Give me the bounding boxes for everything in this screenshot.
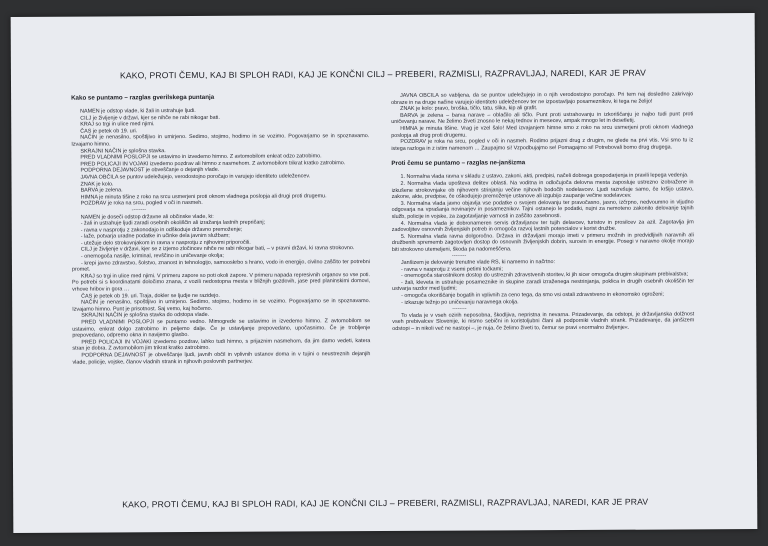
right-column — [391, 91, 695, 493]
paragraph: PRED POLICAJI IN VOJAKI izvedemo pozdrav ali himno z nasmehom. Z avtomobilom trikrat kratko zatrobimo. — [80, 159, 346, 168]
paragraph: - ravna v nasprotju z zakonodajo in odškoduje državno premoženje; — [80, 226, 243, 234]
paragraph: BARVA je zelena – barva narave – oblačilo ali tičlo. Punt proti ustrahovanju in izkoriščanju je najbo tudi punt proti uničevanju narave. Ne želimo živeti znosno le nekaj tednov in mesecev, ampak mnogo let in desetletij. — [391, 111, 694, 126]
paragraph: PRED VLADNIMI POSLOPJI se puntamo vedno. Mimogrede se ustavimo in izvedemo himno. Z avtomobilom se ustavimo, enkrat dolgo zatrobimo in peljemo dalje. Če je ustavljanje prepovedano, upočasnimo. Če je trobljenje prepovedano, odpremo okna in navijemo glasbo. — [72, 318, 371, 339]
paragraph: PODPORNA DEJAVNOST je obveščanje ljudi, javnih občil in vplivnih ustanov doma in v tujini o neustreznih dejanjih vlade, policije, vojske, članov vladnih strank in njihovih poslovnih partnerjev. — [72, 351, 371, 366]
paragraph: - onemogoča nasilje, kriminal, revščino in uničevanje okolja; — [80, 252, 224, 260]
right-section-title: Proti čemu se puntamo – razglas ne-janšizma — [391, 159, 526, 168]
paragraph: HIMNA je minuta tišine. Vrag je vzel šalo! Med izvajanjem himne smo z roko na srcu usmerjeni proti oknom vladnega poslopja ali drug proti drugemu. — [391, 124, 694, 139]
paragraph: POZDRAV je roka na srcu, pogled v oči in nasmeh. — [80, 200, 203, 207]
paragraph: SKRAJNI NAČIN je splošna stavka do odstopa vlade. — [81, 312, 210, 319]
paragraph: - krepi javno zdravstvo, šolstvo, znanost in tehnologijo, samooskrbo s hrano, vodo in energijo, civilno zaščito ter potrebni promet. — [71, 258, 370, 273]
paragraph: ZNAK je kolo: pravo, broška, tičlo, tatu, slika, kip ali grafit. — [400, 105, 538, 113]
paragraph: - omogoča okoriščanje bogatih in vplivnih za ceno tega, da smo vsi ostali zdravstveno in ekonomsko ogroženi; — [401, 291, 664, 299]
left-section-title: Kako se puntamo – razglas gverilskega puntanja — [71, 93, 215, 102]
paragraph: SKRAJNI NAČIN je splošna stavka. — [80, 147, 166, 155]
paragraph: - ravna v nasprotju z vsemi petimi točkami; — [400, 266, 503, 273]
paragraph: - žali, kleveta in ustrahuje posameznike in skupine zaradi izraženega nestrinjanja, poklica in drugih osebnih okoliščin ter ustvarja razdor med ljudmi; — [392, 278, 695, 293]
leaflet-sheet — [11, 13, 758, 533]
paragraph: 5. Normalna vlada ravna dolgoročno. Država in državljani morajo imeti v primeru možnih in predvidljivih naravnih ali družbenih sprememb zagotovljen dostop do osnovnih življenjskih dobrin, surovin in energije. Posegi v naravno okolje morajo biti strokovno utemeljeni, škoda pa nadomeščena. — [391, 232, 694, 253]
paragraph: NAČIN je nenasilno, spoštljivo in umirjeno. Sedimo, stojimo, hodimo in se vozimo. Pogovarjamo se in spoznavamo. Izvajamo himno. Punt je prisotnost. Saj vemo, kaj hočemo. — [72, 298, 371, 313]
paragraph: 2. Normalna vlada upošteva delitev oblasti. Na voditna in odločujoča delovna mesta zaposluje ustrezno izobražene in izkušene strokovnjake ob njihovem strinjanju večine njihovih bodočih sodelavcev. Ljudi razrešuje samo, če kršijo ustavo, zakone, akte, predpise, če oškodujejo premoženje ustanove ali izgubijo zaupanje večine sodelavcev. — [391, 179, 694, 201]
paragraph: 1. Normalna vlada ravna v skladu z ustavo, zakoni, akti, predpisi, načeli dobrega gospodarjenja in pravili lepega vedenja. — [400, 172, 689, 181]
paragraph: Janšizem je delovanje trenutne vlade RS, ki namerno in načrtno: — [400, 259, 555, 266]
paragraph: BARVA je zelena. — [80, 187, 123, 194]
paragraph: - žali in ustrahuje ljudi zaradi osebnih okoliščin ali izražanja lastnih prepričanj; — [80, 219, 266, 227]
paragraph: To vlada je v vseh ozirih neposobna, škodljiva, nepristna in nevarna. Prizadevanje, da odstopi, je državljanska dolžnost vseh prebivalcev Slovenije, ki nismo sebični in koristoljubni člani ali podporniki vladnih strank. Prizadevanje, da janšizem odstopi – in nikoli več ne nastopi –, je nuja, če želimo živeti to, čemur se pravi »normalno življenje«. — [392, 311, 695, 332]
paragraph: NAMEN je odstop vlade, ki žali in ustrahuje ljudi. — [80, 107, 196, 115]
paragraph: - laže, potvarja uradne podatke in učinke dela javnim službam; — [80, 233, 230, 240]
paragraph: KRAJ so trgi in ulice med njimi. — [80, 121, 155, 128]
paragraph: JAVNA OBČILA se puntov udeležujejo, verodostojno poročajo in varujejo identiteto udeležencev. — [80, 173, 311, 181]
paragraph: CILJ je življenje v državi, kjer se nihče ne rabi nikogar bati. — [80, 114, 220, 122]
paragraph: - utežuje delo strokovnjakom in ravna v nasprotju z njihovimi priporočili. — [80, 239, 251, 247]
left-column — [71, 93, 371, 495]
paragraph: PRED VLADNIMI POSLOPJI se ustavimo in izvedemo himno. Z avtomobilom enkrat odzo zatrobimo. — [80, 153, 322, 161]
paragraph: -------- — [452, 305, 467, 312]
paragraph: PODPORNA DEJAVNOST je obveščanje o dejanjih vlade. — [80, 167, 220, 174]
paragraph: NAČIN je nenasilno, spoštljivo in umirjeno. Sedimo, stojimo, hodimo in se vozimo. Pogovarjamo se in spoznavamo. Izvajamo himno. — [71, 133, 370, 148]
paragraph: NAMEN je doseči odstop državne ali občinske vlade, ki: — [80, 213, 214, 221]
paragraph: POZDRAV je roka na srcu, pogled v oči in nasmeh. Rodimo prijazni drug z drugim, ne glede na prvi vtis. Vsi smo tu iz istega razloga in z istim namenom … Zaupajmo si! Vzpodbujajmo se! Pomagajmo si! Potrebovali bomo drug drugega. — [391, 137, 694, 152]
paragraph: CILJ je življenje v državi, kjer se z izjemo zločincev nihče ne rabi nikogar bati, – v pravni državi, ki ravna strokovno. — [80, 245, 355, 254]
paragraph: ČAS je petek ob 19. uri. Traja, dokler se ljudje ne razidejo. — [81, 292, 220, 300]
top-headline: KAKO, PROTI ČEMU, KAJ BI SPLOH RADI, KAJ JE KONČNI CILJ – PREBERI, RAZMISLI, RAZPRAVLJAJ, NAREDI, KAR JE PRAV — [119, 67, 646, 81]
paragraph: - izkazuje težnjo po uničevanju naravnega okolja. — [401, 298, 519, 306]
paragraph: - onemogoča starostnikom dostop do ustreznih zdravstvenih storitev, ki jih sicer omogoča drugim skupinam prebivalstva; — [401, 271, 688, 280]
paragraph: HIMNA je minuta tišine z roko na srcu usmerjeni proti oknom vladnega poslopja ali drugi proti drugemu. — [80, 193, 327, 201]
right-intro-paragraphs — [391, 91, 693, 152]
paragraph: -------- — [131, 207, 147, 214]
paragraph: ZNAK je kolo. — [80, 180, 114, 188]
paragraph: KRAJ so trgi in ulice med njimi. V primeru zapore so poti okoli zapore. V primeru napada represivnih organov so vse poti. Po potrebi si s koordinatami določimo znana, z vozili nedostopna mesta v bližnjih gozdovih, jase pred planinskimi domovi, vrhove hribov in gora … — [72, 271, 371, 293]
paragraph: ČAS je petek ob 19. uri. — [80, 128, 138, 135]
paragraph: -------- — [451, 253, 467, 260]
bottom-headline: KAKO, PROTI ČEMU, KAJ BI SPLOH RADI, KAJ JE KONČNI CILJ – PREBERI, RAZMISLI, RAZPRAVLJAJ, NAREDI, KAR JE PRAV — [122, 496, 649, 510]
paragraph: JAVNA OBČILA so vabljena, da se puntov udeležujejo in o njih verodostojno poročajo. Pri tem naj dosledno zakrivajo obraze in na druge načine varujejo identiteto udeležencev ter ne izpostavljajo posameznikov, ki tega ne želijo! — [391, 91, 694, 106]
paragraph: 4. Normalna vlada je dobronameren servis državljanov ter tujih delavcev, turistov in prosilcev za azil. Zagotavlja jim zadovoljitev osnovnih življenjskih potreb in omogoča razvoj lastnih potencialov v korist družbe. — [391, 218, 694, 234]
paragraph: 3. Normalna vlada javno objavlja vse podatke o svojem delovanju ter pravočasno, jasno, izčrpno, nedvoumno in vljudno odgovarja na vprašanja novinarjev in posameznikov. Tajni ostanejo le podatki, nujni za nemoteno zakonito delovanje tajnih služb, policije in vojske, za zagotavljanje varnosti in zaščito zasebnosti. — [391, 199, 694, 220]
left-paragraphs — [71, 107, 370, 366]
paragraph: PRED POLICAJI IN VOJAKI izvedemo pozdrav, lahko tudi himno, s prijaznim nasmehom, da jim damo vedeti, katera stran je dobra. Z avtomobilom jim trikrat kratko zatrobimo. — [72, 337, 371, 353]
right-paragraphs — [391, 173, 694, 333]
